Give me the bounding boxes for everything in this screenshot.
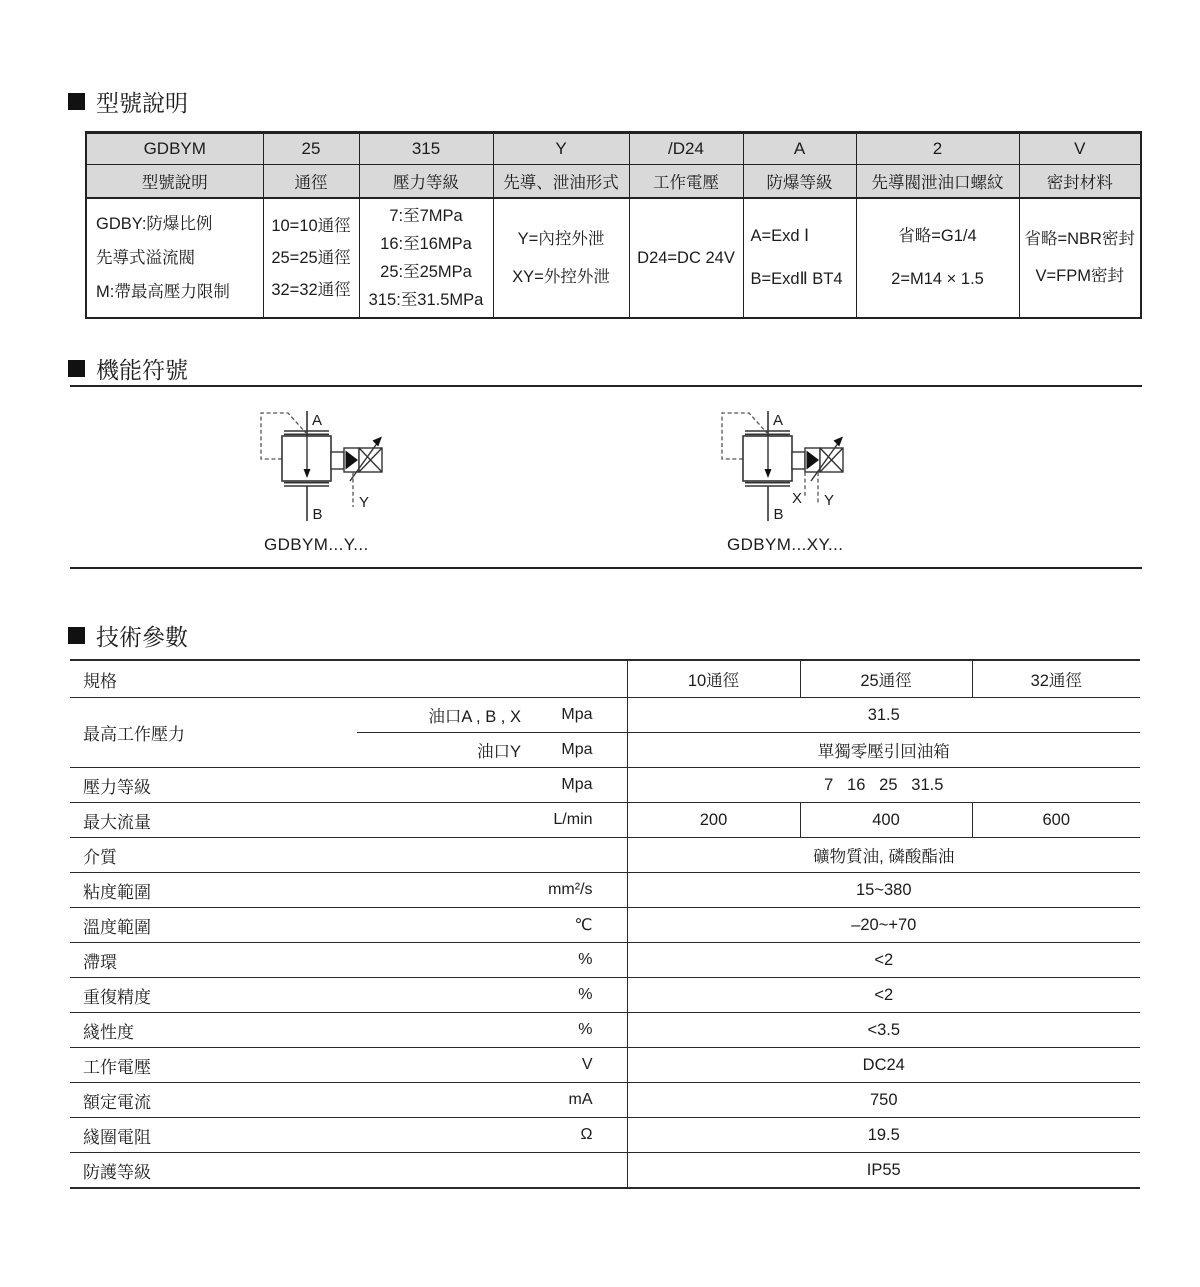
port-label-y: Y (359, 494, 370, 511)
param-value: 600 (972, 803, 1140, 838)
model-code-cell: 315 (359, 133, 493, 165)
model-code-cell: V (1019, 133, 1141, 165)
port-label-a: A (312, 412, 323, 429)
param-sublabel: 油口A , B , X (357, 698, 525, 733)
tech-row-viscosity (70, 873, 1140, 908)
model-name-cell: 工作電壓 (629, 165, 743, 199)
section-bullet-square (68, 93, 85, 110)
param-label: 最高工作壓力 (70, 698, 357, 768)
param-value: <3.5 (627, 1013, 1140, 1048)
param-label: 滯環 (70, 943, 525, 978)
model-desc-cell (263, 198, 359, 318)
tech-row-max-pressure-abx (70, 698, 1140, 733)
param-unit-empty (525, 838, 627, 873)
divider-rule (70, 385, 1142, 387)
symbol-caption: GDBYM...XY... (727, 535, 844, 554)
model-name-cell: 先導、泄油形式 (493, 165, 629, 199)
model-name-cell: 防爆等級 (743, 165, 856, 199)
model-code-cell: /D24 (629, 133, 743, 165)
model-desc-cell (493, 198, 629, 318)
desc-line: 16:至16MPa (380, 235, 472, 253)
param-value: 19.5 (627, 1118, 1140, 1153)
param-label: 壓力等級 (70, 768, 525, 803)
size-header: 25通徑 (800, 660, 972, 698)
param-value: 7 16 25 31.5 (627, 768, 1140, 803)
param-value: 單獨零壓引回油箱 (627, 733, 1140, 768)
model-code-table-container (85, 131, 1142, 319)
size-header: 10通徑 (627, 660, 800, 698)
tech-row-temperature (70, 908, 1140, 943)
param-value: 31.5 (627, 698, 1140, 733)
desc-line: 7:至7MPa (389, 207, 463, 225)
param-unit: % (525, 978, 627, 1013)
desc-line: XY=外控外泄 (512, 268, 610, 286)
param-unit-empty (525, 1153, 627, 1189)
section-title-model-code (68, 85, 188, 118)
model-code-row (86, 133, 1141, 165)
param-unit: Ω (525, 1118, 627, 1153)
param-unit: L/min (525, 803, 627, 838)
param-unit: mm²/s (525, 873, 627, 908)
port-label-a: A (773, 412, 784, 429)
param-unit: Mpa (525, 768, 627, 803)
param-value: <2 (627, 978, 1140, 1013)
param-label: 防護等級 (70, 1153, 525, 1189)
param-sublabel: 油口Y (357, 733, 525, 768)
param-unit: V (525, 1048, 627, 1083)
section-title-text: 型號說明 (96, 90, 188, 116)
tech-row-max-flow (70, 803, 1140, 838)
model-desc-cell (86, 198, 263, 318)
model-name-row (86, 165, 1141, 199)
tech-row-linearity (70, 1013, 1140, 1048)
model-name-cell: 壓力等級 (359, 165, 493, 199)
desc-line: 25:至25MPa (380, 263, 472, 281)
param-unit: % (525, 1013, 627, 1048)
tech-header-row (70, 660, 1140, 698)
param-value: 200 (627, 803, 800, 838)
param-value: 礦物質油, 磷酸酯油 (627, 838, 1140, 873)
param-unit: mA (525, 1083, 627, 1118)
model-desc-cell (1019, 198, 1141, 318)
section-title-text: 技術參數 (96, 624, 188, 650)
port-label-b: B (312, 506, 323, 523)
model-desc-cell (359, 198, 493, 318)
section-bullet-square (68, 627, 85, 644)
desc-line: V=FPM密封 (1035, 267, 1124, 285)
param-label: 重復精度 (70, 978, 525, 1013)
section-title-text: 機能符號 (96, 357, 188, 383)
param-label: 粘度範圍 (70, 873, 525, 908)
model-code-cell: Y (493, 133, 629, 165)
port-label-y: Y (824, 492, 835, 509)
param-unit: Mpa (525, 698, 627, 733)
model-description-row (86, 198, 1141, 318)
param-label: 最大流量 (70, 803, 525, 838)
tech-row-coil-resistance (70, 1118, 1140, 1153)
model-code-table (85, 131, 1142, 319)
desc-line: 10=10通徑 (271, 217, 351, 235)
tech-row-pressure-grade (70, 768, 1140, 803)
tech-row-hysteresis (70, 943, 1140, 978)
tech-row-medium (70, 838, 1140, 873)
desc-line: GDBY:防爆比例 (96, 215, 213, 233)
param-label: 溫度範圍 (70, 908, 525, 943)
param-unit: Mpa (525, 733, 627, 768)
param-label: 介質 (70, 838, 525, 873)
port-label-x: X (791, 490, 802, 507)
param-value: DC24 (627, 1048, 1140, 1083)
spec-label: 規格 (70, 660, 627, 698)
tech-parameters-table (70, 659, 1140, 1189)
param-value: 400 (800, 803, 972, 838)
desc-line: 省略=NBR密封 (1024, 230, 1135, 248)
tech-row-rated-current (70, 1083, 1140, 1118)
model-code-cell: GDBYM (86, 133, 263, 165)
model-name-cell: 密封材料 (1019, 165, 1141, 199)
desc-line: M:帶最高壓力限制 (96, 283, 230, 301)
desc-line: D24=DC 24V (637, 249, 735, 267)
model-name-cell: 型號說明 (86, 165, 263, 199)
param-label: 額定電流 (70, 1083, 525, 1118)
tech-row-voltage (70, 1048, 1140, 1083)
section-bullet-square (68, 360, 85, 377)
model-code-cell: A (743, 133, 856, 165)
param-value: –20~+70 (627, 908, 1140, 943)
divider-rule (70, 567, 1142, 569)
param-value: 750 (627, 1083, 1140, 1118)
section-title-function-symbols (68, 352, 188, 385)
desc-line: 省略=G1/4 (898, 227, 977, 245)
size-header: 32通徑 (972, 660, 1140, 698)
desc-line: A=Exd Ⅰ (750, 227, 810, 245)
desc-line: 315:至31.5MPa (368, 291, 484, 309)
desc-line: 2=M14 × 1.5 (891, 270, 984, 288)
desc-line: 先導式溢流閥 (96, 249, 195, 267)
desc-line: Y=內控外泄 (517, 230, 605, 248)
param-value: IP55 (627, 1153, 1140, 1189)
param-label: 工作電壓 (70, 1048, 525, 1083)
param-label: 綫圈電阻 (70, 1118, 525, 1153)
tech-row-repeatability (70, 978, 1140, 1013)
model-desc-cell (629, 198, 743, 318)
desc-line: 32=32通徑 (271, 281, 351, 299)
param-label: 綫性度 (70, 1013, 525, 1048)
tech-row-protection (70, 1153, 1140, 1189)
model-name-cell: 先導閥泄油口螺紋 (856, 165, 1019, 199)
param-unit: ℃ (525, 908, 627, 943)
model-code-cell: 2 (856, 133, 1019, 165)
param-value: <2 (627, 943, 1140, 978)
desc-line: B=ExdⅡ BT4 (750, 270, 843, 288)
port-label-b: B (773, 506, 784, 523)
model-code-cell: 25 (263, 133, 359, 165)
model-name-cell: 通徑 (263, 165, 359, 199)
section-title-tech-parameters (68, 619, 188, 652)
param-unit: % (525, 943, 627, 978)
model-desc-cell (856, 198, 1019, 318)
tech-parameters-table-container (70, 659, 1140, 1189)
param-value: 15~380 (627, 873, 1140, 908)
desc-line: 25=25通徑 (271, 249, 351, 267)
symbol-caption: GDBYM...Y... (264, 535, 369, 554)
model-desc-cell (743, 198, 856, 318)
